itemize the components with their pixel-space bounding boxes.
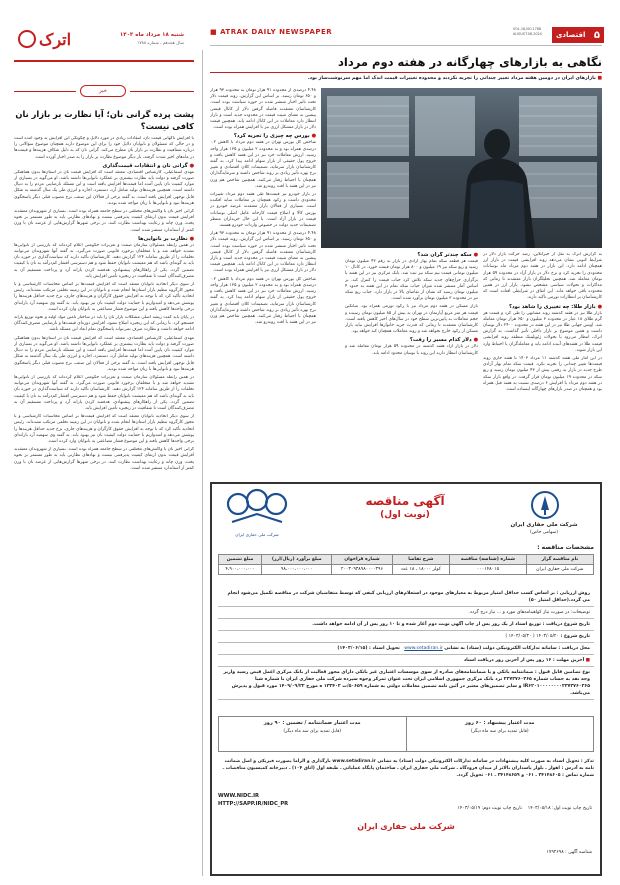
tender-table-header [219,555,594,565]
sidebar-badge-line [14,91,76,92]
red-bullet-icon: ● [187,235,194,242]
tender-table-wrap [218,554,594,575]
tender-receive-label: محل دریافت : سامانه تدارکات الکترونیکی دولت (ستاد) به نشانی [444,646,590,651]
tender-cell-3: ۲۰۰۳۰۹۳۸۹۸۰۰۰۰۳۹۶ [332,565,392,575]
tender-eval-method: روش ارزیابی : بر اساس کسب حداقل امتیاز مربوط به معیارهای موجود در استعلام‌های ارزیابی کیفی که توسط متقاضیان شرکت در مناقصه تکمیل می‌شود انجام می گردد.(حداقل امتیاز ۵۰) [218,588,594,607]
red-bullet-icon: ● [309,133,316,140]
headline-underline [210,72,602,73]
sidebar-paragraph-4-cont: از سوی دیگر اتحادیه نانوایان معتقد است که افزایش قیمت‌ها بر اساس محاسبات کارشناسی و با مجوز کارگروه تنظیم بازار استان‌ها انجام شده و نانوایان در این زمینه تخلفی مرتکب نشده‌اند. رئیس اتحادیه تأکید کرد که با توجه به افزایش حقوق کارگران و هزینه‌های جاری، نرخ جدید حداقل هزینه‌ها را پوشش می‌دهد و امیدواریم با حمایت دولت کیفیت نان نیز بهبود یابد. به گفته وی سهمیه آرد یارانه‌ای برخی واحدها کاهش یافته و این موضوع فشار مضاعفی به نانوایان وارد کرده است. [14,414,194,444]
col-mid-paragraph-3: دلار در بازار آزاد هفته گذشته در محدوده ۵۹ هزار تومان معامله شد و کارشناسان انتظار دارند این روند با نوسان محدود ادامه یابد. [345,344,478,356]
tender-footer-company: شرکت ملی حفاری ایران [357,822,455,831]
sidebar-badge: خبر [80,85,126,97]
header-vol-block [513,27,549,36]
tender-start-receive: تاریخ شروع دریافت : توزیع اسناد از یک روز پس از چاپ آگهی نوبت دوم آغاز شده و تا ۱۰ روز پس از آن ادامه خواهد داشت. [218,619,594,631]
tender-title: آگهی مناقصه [365,494,445,508]
red-bullet-icon: ● [595,303,602,310]
sidebar-paragraph-5: در پایان باید گفت ریشه اصلی مشکلات بازار نان را باید در ساختار تأمین مواد اولیه و نحوه توزیع یارانه جستجو کرد. تا زمانی که این زنجیره اصلاح نشود، افزایش دوره‌ای قیمت‌ها و نارضایتی مصرف‌کنندگان ادامه خواهد داشت و نظارت صرف نمی‌تواند پاسخگوی تمام ابعاد این مسئله باشد. [14,315,194,333]
col-mid-subhead-2: ● دلار کدام مسیر را رفت؟ [409,337,478,344]
col-mid-paragraph-2: بازار مسکن در هفته دوم مرداد نیز با رکود تورمی همراه بود. میانگین قیمت هر متر مربع آپارتمان در تهران به بیش از ۸۵ میلیون تومان رسیده و حجم معاملات به پایین‌ترین سطح خود در سال‌های اخیر کاهش یافته است. کارشناسان معتقدند تا زمانی که قدرت خرید خانوارها افزایش نیابد بازار مسکن از رکود خارج نخواهد شد و روند معاملات همچنان کند خواهد بود. [345,304,478,335]
tender-validity-left: مدت اعتبار ضمانتنامه / تضمین : ۹۰ روز (قابل تمدید برای سه ماه دیگر) [263,720,361,734]
column-divider [202,50,203,876]
col-right-paragraph-1: به گزارش اترک به نقل از خبرآنلاین، رصد حرکت بازار دلار در شرایط کنونی نشان می‌دهد روند افزایشی قیمت در بازار ارز همچنان ادامه دارد. این بازار در هفته دوم مرداد ماه نوسانات محدودی را تجربه کرد و نرخ دلار در بازار آزاد در محدوده ۵۹ هزار تومان معامله شد. همچنین تحلیلگران بازار معتقدند تا زمانی که مذاکرات و تحولات سیاسی مشخص نشود، بازار ارز در همین محدوده باقی خواهد ماند. این اتفاق در شرایطی افتاده است که کارشناسان بر انتظارات تورمی تأکید دارند. [483,252,602,301]
tender-spec-label: مشخصات مناقصه : [537,544,594,551]
tender-col-2: شرح تقاضا [392,555,450,565]
issue-line: شنبه ۱۸ مرداد ماه ۱۴۰۳ [119,32,184,38]
table-row [219,565,594,575]
tender-validity-row [218,716,594,752]
tender-company-name: شرکت ملی حفاری ایران [510,522,578,528]
sidebar-paragraph-3-cont: در همین رابطه مسئولان سازمان صمت و تعزیرات حکومتی اعلام کرده‌اند که بازرسی از نانوایی‌ها تشدید خواهد شد و با متخلفان برخورد قانونی صورت می‌گیرد. به گفته آنها شهروندان می‌توانند تخلفات را از طریق سامانه ۱۲۴ گزارش دهند. کارشناسان تأکید دارند که سیاست‌گذاری در حوزه نان باید به گونه‌ای باشد که هم معیشت نانوایان حفظ شود و هم دسترسی اقشار کم‌درآمد به نان با کیفیت تضمین گردد. یکی از راهکارهای پیشنهادی، هدفمند کردن یارانه آرد و پرداخت مستقیم آن به مصرف‌کنندگان است تا شفافیت در زنجیره تأمین افزایش یابد. [14,374,194,411]
tender-company-block [494,490,594,540]
sidebar-body [14,136,194,876]
tender-table [218,554,594,575]
sidebar-paragraph-4: از سوی دیگر اتحادیه نانوایان معتقد است که افزایش قیمت‌ها بر اساس محاسبات کارشناسی و با مجوز کارگروه تنظیم بازار استان‌ها انجام شده و نانوایان در این زمینه تخلفی مرتکب نشده‌اند. رئیس اتحادیه تأکید کرد که با توجه به افزایش حقوق کارگران و هزینه‌های جاری، نرخ جدید حداقل هزینه‌ها را پوشش می‌دهد و امیدواریم با حمایت دولت کیفیت نان نیز بهبود یابد. به گفته وی سهمیه آرد یارانه‌ای برخی واحدها کاهش یافته و این موضوع فشار مضاعفی به نانوایان وارد کرده است. [14,282,194,312]
main-headline: نگاهی به بازارهای چهارگانه در هفته دوم مرداد [338,55,602,69]
tender-cell-1: ۰۰۰۱۴۸۰۱۵ [450,565,526,575]
tender-start-value: ۱۴۰۳/۰۵/۲۰ ( ۱۴۰۳/۰۵/۳۰ ) [505,634,559,639]
tender-print-dates [332,806,592,811]
article-col-left [210,88,316,477]
nidc-site-link[interactable]: WWW.NIDC.IR [218,793,259,799]
tender-title-block [350,494,460,520]
tender-sites [218,792,338,808]
tender-cell-5: ۴،۹۰۰،۰۰۰،۰۰۰ [219,565,262,575]
col-left-paragraph-2: شاخص کل بورس تهران در هفته دوم مرداد با کاهش ۰.۲ درصدی همراه بود و به محدوده ۲ میلیون و ۱۳۵ هزار واحد رسید. ارزش معاملات خرد نیز در این هفته کاهش یافت و خروج پول حقیقی از بازار سهام ادامه پیدا کرد. به گفته کارشناسان بازار سرمایه، تصمیمات کلان اقتصادی و تغییر نرخ بهره تأثیر زیادی بر روند شاخص داشته و سرمایه‌گذاران همچنان با احتیاط رفتار می‌کنند. همچنین شاخص هم وزن نیز در این هفته با افت روبه‌رو شد. [210,140,316,189]
stock-board-illustration [321,88,602,248]
red-bullet-icon: ● [471,252,478,258]
tender-ad [210,482,602,876]
sidebar-paragraph-1-cont: مهدی اسماعیلی، کارشناس اقتصادی، معتقد است که افزایش قیمت نان در استان‌ها بدون هماهنگی صورت گرفته و دولت باید نظارت بیشتری بر عملکرد نانوایی‌ها داشته باشد. او می‌گوید در بسیاری از موارد کیفیت نان پایین آمده اما قیمت‌ها افزایش یافته است و این مسئله نارضایتی مردم را به دنبال داشته است. همچنین هزینه‌های تولید شامل آرد، دستمزد، اجاره و انرژی طی یک سال گذشته به شکل قابل توجهی افزایش یافته است. به گفته برخی از فعالان این صنف، نرخ مصوب قبلی دیگر پاسخگوی هزینه‌ها نبود و نانوایی‌ها با زیان مواجه شده بودند. [14,335,194,372]
sidebar-subhead-1: ● گرانی نان و انتقادات قیمت‌گذاری [102,162,194,169]
tender-footer-id: شناسه آگهی : ۱۷۹۲۶۹۸ [546,850,592,855]
tender-col-0: نام مناقصه گزار [526,555,593,565]
tender-col-4: مبلغ برآورد (ریال/ارز) [261,555,332,565]
tender-cell-0: شرکت ملی حفاری ایران [526,565,593,575]
tender-col-3: شماره فراخوان [332,555,392,565]
main-lead: ■ بازارهای ایران در دومین هفته مرداد تغییر چندانی را تجربه نکردند و محدوده تغییرات قیمت اندک اما مهم سرنوشت‌ساز بود. [307,76,602,81]
red-bullet-icon: ● [187,162,194,169]
logo-emblem-icon [18,30,36,48]
setadiran-link[interactable]: www.setadiran.ir [404,646,443,651]
col-mid-paragraph-1: قیمت هر قطعه سکه تمام بهار آزادی در بازار به رقم ۴۳ میلیون تومان رسید و ربع سکه نیز ۱۹ میلیون و ۸۰۰ هزار تومان قیمت خورد. در کانال ۱۰ میلیون تومانی قیمت نیم سکه نیز ثبت شد. بانک مرکزی نیز در این هفته با برگزاری حراج‌های جدید سکه تلاش کرد حباب قیمت را کنترل کند. بر اساس آمار منتشر شده میزان حباب سکه تمام در این هفته به حدود ۴ میلیون تومان رسید که نشان از تقاضای بالا در بازار دارد. حباب ربع سکه نیز در محدوده ۳ میلیون تومان برآورد شده است. [345,259,478,302]
tender-validity-right: مدت اعتبار پیشنهاد : ۶۰ روز (قابل تمدید برای سه ماه دیگر) [406,717,594,751]
nidc-emblem-icon [530,490,560,520]
sidebar-paragraph-3: در همین رابطه مسئولان سازمان صمت و تعزیرات حکومتی اعلام کرده‌اند که بازرسی از نانوایی‌ها تشدید خواهد شد و با متخلفان برخورد قانونی صورت می‌گیرد. به گفته آنها شهروندان می‌توانند تخلفات را از طریق سامانه ۱۲۴ گزارش دهند. کارشناسان تأکید دارند که سیاست‌گذاری در حوزه نان باید به گونه‌ای باشد که هم معیشت نانوایان حفظ شود و هم دسترسی اقشار کم‌درآمد به نان با کیفیت تضمین گردد. یکی از راهکارهای پیشنهادی، هدفمند کردن یارانه آرد و پرداخت مستقیم آن به مصرف‌کنندگان است تا شفافیت در زنجیره تأمین افزایش یابد. [14,242,194,279]
tender-cell-2: کولر ۱۸۰۰۰ ـ ۱۸ عدد [392,565,450,575]
article-col-mid [345,252,478,477]
tender-cell-4: ۹۸،۰۰۰،۰۰۰،۰۰۰ [261,565,332,575]
header-vol: VOL.18,NO.1788 [513,27,542,31]
col-left-paragraph-3: در بازار خودرو نیز قیمت‌ها طی هفته دوم مرداد تغییرات محدودی داشت و رکود همچنان بر معاملات سایه افکنده است. بسیاری از فعالان بازار معتقدند عرضه خودرو در بورس کالا و اصلاح قیمت کارخانه عامل اصلی نوسانات قیمت در بازار آزاد است. با این حال خریداران منتظر تصمیمات جدید دولت در خصوص واردات خودرو هستند. [210,192,316,229]
square-bullet-icon: ■ [210,28,221,36]
sidebar-headline: پشت پرده گرانی نان؛ آیا نظارت بر بازار نان کافی نیست؟ [15,109,194,131]
header-date-en: AUGUST.08.2024 [513,31,542,36]
header-page-number: ۵ [593,29,600,41]
sidebar-paragraph-2-cont: گرانی اخیر نان با واکنش‌های مختلفی در سطح جامعه همراه بوده است. بسیاری از شهروندان معتقدند افزایش قیمت بدون ارتقای کیفیت پذیرفتنی نیست و نهادهای نظارتی باید به طور مستمر بر نحوه پخت، وزن چانه و رعایت بهداشت نظارت کنند. در برخی شهرها گزارش‌هایی از عرضه نان با وزن کمتر از استاندارد منتشر شده است. [14,447,194,471]
col-mid-subhead-1: ● سکه چندتر گران شد؟ [417,252,478,258]
tender-subtitle: (نوبت اول) [380,510,430,520]
col-left-subhead: ● بورس چه چیزی را تجربه کرد؟ [233,133,316,140]
header-section: اقتصادی [556,31,586,39]
tender-start-label: تاریخ شروع : [560,634,590,639]
sidebar-intro: با افزایش ناگهانی قیمت نان، انتقادات زیادی در مورد دلایل و چگونگی این افزایش به وجود آمده است و در حالی که مسئولان و نانوایان دلایل خود را برای این موضوع دارند همچنان موضوع سؤالاتی را درباره شفافیت و نظارت بر بازار نان مطرح می‌کند. گرانی نان که به دلیل شکاف هزینه‌ها و قیمت‌ها در ماه‌های اخیر شدت گرفته، بار دیگر موضوع نظارت بر بازار را به صدر اخبار آورده است. [14,136,194,160]
col-right-subhead: ● بازار طلا: چه تغییری را شاهد بود؟ [509,303,602,310]
tender-date-first: تاریخ چاپ نوبت اول: ۱۴۰۳/۰۵/۱۸ [527,806,592,811]
sidebar-paragraph-2: گرانی اخیر نان با واکنش‌های مختلفی در سطح جامعه همراه بوده است. بسیاری از شهروندان معتقدند افزایش قیمت بدون ارتقای کیفیت پذیرفتنی نیست و نهادهای نظارتی باید به طور مستمر بر نحوه پخت، وزن چانه و رعایت بهداشت نظارت کنند. در برخی شهرها گزارش‌هایی از عرضه نان با وزن کمتر از استاندارد منتشر شده است. [14,209,194,233]
tender-delivery: تحویل اسناد : (۱۴۰۳/۰۶/۱۵) [337,646,400,651]
col-left-paragraph-1: ۴.۴۸ درصدی از محدوده ۹۱ هزار تومان به محدوده ۹۳ هزار و ۶۵۰ تومان رسید. بر اساس این گزارش، روند قیمت دلار تحت تاثیر اخبار منتشر شده در حوزه سیاست بوده است. کارشناسان معتقدند فاصله گرفتن دلار از کانال قیمتی پیشین به معنای تثبیت قیمت در محدوده جدید است و بازار انتظار دارد معاملات در این کانال ادامه یابد. همچنین قیمت دلار در بازار متشکل ارزی نیز با افزایش همراه بوده است. [210,88,316,131]
tender-col-1: شماره (شناسه) مناقصه [450,555,526,565]
issue-sub: سال هجدهم ـ شماره ۱۷۸۸ [137,40,184,45]
tender-logo [222,488,292,540]
tender-guarantee-types: نوع تضامین قابل قبول : ضمانتنامه بانکی و یا ضمانتنامه‌های صادره از سوی موسسات اعتباری غیر بانکی دارای مجوز فعالیت از بانک مرکزی اعمل قبض رسید واریز وجه نقد به حساب شماره ۲۳۷۳۷۶۰۳۶۵ نزد بانک مرکزی جمهوری اسلامی ایران تحت عنوان تمرکز وجوه سپرده شرکت ملی حفاری ایران با شماره شبا IR۶۲۰۱۰۰۰۰۰۰۰۰۲۳۷۳۷۶۰۳۶۵ و سایر تضمین‌های معتبر در آئین نامه تضمین معاملات دولتی به شماره ۵۰۶۵۹/ت ۱۳۳۴۰۲ ه مورخ ۱۴۰۹/۰۹/۲۲ مورد قبول و پذیرش می‌باشد. [218,667,594,700]
red-square-icon: ■ [595,76,602,81]
tender-date-second: تاریخ چاپ نوبت دوم: ۱۴۰۳/۰۵/۱۹ [457,806,522,811]
article-col-right [483,252,602,477]
tender-deadline: ■ آخرین مهلت : ۱۶ روز پس از آخرین روز دریافت اسناد [218,655,594,667]
sidebar-paragraph-1: مهدی اسماعیلی، کارشناس اقتصادی، معتقد است که افزایش قیمت نان در استان‌ها بدون هماهنگی صورت گرفته و دولت باید نظارت بیشتری بر عملکرد نانوایی‌ها داشته باشد. او می‌گوید در بسیاری از موارد کیفیت نان پایین آمده اما قیمت‌ها افزایش یافته است و این مسئله نارضایتی مردم را به دنبال داشته است. همچنین هزینه‌های تولید شامل آرد، دستمزد، اجاره و انرژی طی یک سال گذشته به شکل قابل توجهی افزایش یافته است. به گفته برخی از فعالان این صنف، نرخ مصوب قبلی دیگر پاسخگوی هزینه‌ها نبود و نانوایی‌ها با زیان مواجه شده بودند. [14,169,194,206]
sidebar-logo-block [14,24,194,58]
article-photo [321,88,602,248]
tender-notes: توضیحات: در صورت نیاز کواهینامه‌های مورد و ... نیاز درج گردد. [218,607,594,619]
tender-logo-caption: شرکت ملی حفاری ایران [235,532,279,537]
newspaper-logo: اترک [18,24,78,54]
tender-start-date-row [218,631,594,643]
red-bullet-icon: ● [471,337,478,344]
sapp-link[interactable]: HTTP://SAPP.IR/NIDC_PR [218,801,289,807]
issue-info [84,32,184,45]
header-newspaper-en: ■ ATRAK DAILY NEWSPAPER [210,28,333,36]
col-right-paragraph-2: بازار طلا نیز در هفته گذشته روند مشابهی را طی کرد و قیمت هر گرم طلای ۱۸ عیار در محدوده ۳ میلیون و ۶۵۰ هزار تومان معامله شد. اونس جهانی طلا نیز در این هفته در محدوده ۲۴۰۰ دلار نوسان داشت و همین موضوع بر بازار داخلی تأثیر گذاشت. به گزارش اترک، انتظار می‌رود با تحولات ژئوپلیتیک منطقه روند افزایشی قیمت طلا در هفته‌های آینده ادامه یابد و معامله‌گران با احتیاط وارد این بازار شوند. [483,310,602,353]
sidebar-subhead-2: ● نظارت بر نانوایی‌ها [138,235,194,242]
col-right-paragraph-3: در این آمار طی هفته گذشته ۱۱ مرداد ۱۴۰۳ تا هفته جاری روند قیمت‌ها تغییر چندانی را تجربه نکرد. قیمت سکه تمام بهار آزادی طرح جدید در بازار به رقمی بیش از ۴۳ میلیون تومان رسید و ربع سکه در محدوده ۱۹ میلیون تومان قرار گرفت. در واقع بازار سکه در هفته دوم مرداد با افزایش ۶ درصدی نسبت به هفته قبل همراه بود و همچنان در صدر بازارهای چهارگانه ایستاده است. [483,356,602,393]
col-left-paragraph-1-cont: ۴.۴۸ درصدی از محدوده ۹۱ هزار تومان به محدوده ۹۳ هزار و ۶۵۰ تومان رسید. بر اساس این گزارش، روند قیمت دلار تحت تاثیر اخبار منتشر شده در حوزه سیاست بوده است. کارشناسان معتقدند فاصله گرفتن دلار از کانال قیمتی پیشین به معنای تثبیت قیمت در محدوده جدید است و بازار انتظار دارد معاملات در این کانال ادامه یابد. همچنین قیمت دلار در بازار متشکل ارزی نیز با افزایش همراه بوده است. [210,231,316,274]
tender-receive-location [218,643,594,655]
header-page-badge [552,27,604,43]
col-left-paragraph-2-cont: شاخص کل بورس تهران در هفته دوم مرداد با کاهش ۰.۲ درصدی همراه بود و به محدوده ۲ میلیون و ۱۳۵ هزار واحد رسید. ارزش معاملات خرد نیز در این هفته کاهش یافت و خروج پول حقیقی از بازار سهام ادامه پیدا کرد. به گفته کارشناسان بازار سرمایه، تصمیمات کلان اقتصادی و تغییر نرخ بهره تأثیر زیادی بر روند شاخص داشته و سرمایه‌گذاران همچنان با احتیاط رفتار می‌کنند. همچنین شاخص هم وزن نیز در این هفته با افت روبه‌رو شد. [210,276,316,326]
sidebar-badge-line-right [130,91,194,92]
tender-col-5: مبلغ تضمین [219,555,262,565]
red-square-icon: ■ [584,658,590,663]
tender-details [218,588,594,700]
tender-contact: تذکر : تحویل اسناد به صورت کلیه پیشنهادات در سامانه تدارکات الکترونیکی دولت (ستاد) به نشانی www.setadiran.ir بارگذاری و الزاما بصورت فیزیکی و اصل ضمانت نامه به آدرس : اهواز ـ بلوار پاسداران بالاتر از میدان فرودگاه ـ شرکت ملی حفاری ایران ـ ساختمان پایگاه عملیاتی ـ طبقه اول (اتاق ۱۰۴) ـ دبیرخانه کمیسیون مناقصات ـ شماره تماس : ۳۴۱۴۸۶۰۵ ـ ۰۶۱ و ۳۴۱۴۸۶۵۹ ـ ۰۶۱ تحویل گردد. [222,759,594,778]
sidebar-top-rule [14,60,194,62]
tender-company-sub: (سهامی خاص) [530,530,558,535]
nidc-logo-icon [222,488,292,528]
header-divider [210,45,602,46]
